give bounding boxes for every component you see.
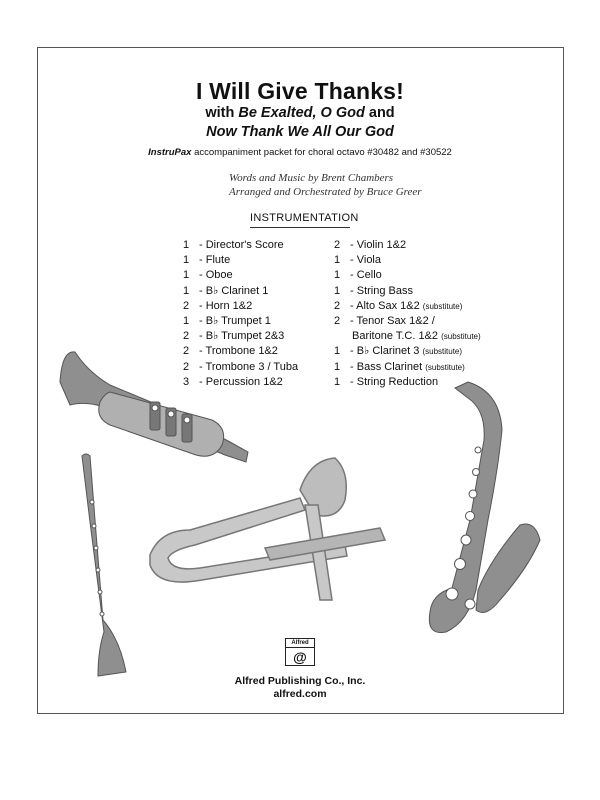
qty-separator: -: [350, 284, 357, 297]
instrument-name: Trombone 1&2: [205, 345, 278, 358]
instrument-qty: 1: [183, 315, 190, 328]
instrument-name: Bass Clarinet: [356, 360, 423, 373]
instrument-qty: 3: [183, 375, 190, 388]
credit-words-music: Words and Music by Brent Chambers: [229, 172, 394, 184]
instrument-name: String Bass: [356, 284, 413, 297]
qty-separator: -: [199, 360, 206, 373]
qty-separator: -: [199, 345, 206, 358]
instrument-note: (substitute): [422, 347, 463, 357]
instrumentation-heading: INSTRUMENTATION: [250, 212, 359, 224]
qty-separator: -: [350, 239, 357, 251]
qty-separator: -: [199, 269, 206, 282]
publisher-block: [0, 675, 600, 701]
instrument-qty: 2: [183, 360, 190, 373]
qty-separator: -: [350, 299, 357, 312]
qty-separator: -: [199, 330, 206, 343]
saxophone-icon: [429, 382, 540, 633]
qty-separator: -: [199, 315, 206, 328]
instrument-name: Flute: [205, 254, 231, 267]
subtitle-italic: Be Exalted, O God: [238, 105, 365, 121]
instrument-name: B♭ Trumpet 1: [205, 315, 271, 328]
instrument-qty: 2: [334, 299, 341, 312]
instrument-qty: 1: [334, 284, 341, 297]
qty-separator: -: [350, 375, 357, 388]
qty-separator: -: [350, 345, 357, 358]
logo-mark: @: [293, 649, 307, 665]
qty-separator: -: [350, 269, 357, 282]
instrument-name: Oboe: [205, 269, 233, 282]
instrument-qty: 1: [334, 375, 341, 388]
instrument-qty: 1: [334, 360, 341, 373]
instrument-qty: 2: [183, 330, 190, 343]
instrupax-brand: InstruPax: [148, 147, 192, 158]
instrument-name: Cello: [356, 269, 382, 282]
instrument-qty: 1: [183, 284, 190, 297]
subtitle-prefix: with: [205, 105, 239, 121]
instrument-qty: 1: [183, 269, 190, 282]
instrument-name: Alto Sax 1&2: [356, 299, 420, 312]
alfred-logo: [285, 638, 315, 666]
qty-separator: -: [350, 315, 357, 328]
instrument-name: Violin 1&2: [356, 239, 407, 251]
instrument-note: (substitute): [441, 332, 481, 342]
subtitle-suffix: and: [364, 105, 395, 121]
instrument-name: Viola: [356, 254, 381, 267]
instrupax-text: accompaniment packet for choral octavo #30482 and #30522: [191, 147, 452, 158]
qty-separator: -: [199, 239, 206, 251]
logo-label: Alfred: [286, 639, 314, 648]
clarinet-icon: [82, 454, 126, 676]
instrument-name: Tenor Sax 1&2 /: [356, 315, 435, 328]
instrument-qty: 2: [183, 345, 190, 358]
instrument-qty: 1: [183, 239, 190, 251]
instrument-name: String Reduction: [356, 375, 439, 388]
instrument-qty: 1: [334, 269, 341, 282]
instrument-name: Percussion 1&2: [205, 375, 283, 388]
qty-separator: -: [199, 375, 206, 388]
qty-separator: -: [199, 284, 206, 297]
trumpet-icon: [60, 352, 248, 462]
instrument-name: Horn 1&2: [205, 299, 253, 312]
instrument-qty: 1: [183, 254, 190, 267]
trombone-icon: [150, 458, 385, 600]
instrument-qty: 2: [183, 299, 190, 312]
instrument-name: Trombone 3 / Tuba: [205, 360, 299, 373]
qty-separator: -: [199, 299, 206, 312]
instrument-qty: 1: [334, 345, 341, 358]
qty-separator: -: [350, 254, 357, 267]
instrument-name: B♭ Clarinet 1: [205, 284, 269, 297]
instrument-name: B♭ Clarinet 3: [356, 345, 420, 358]
qty-separator: -: [350, 360, 357, 373]
credit-arranged: Arranged and Orchestrated by Bruce Greer: [229, 186, 422, 198]
instrument-qty: 2: [334, 239, 341, 251]
instrument-qty: 2: [334, 315, 341, 328]
subtitle-line-2: Now Thank We All Our God: [206, 124, 394, 140]
publisher-url: alfred.com: [273, 688, 327, 700]
instrument-qty: 1: [334, 254, 341, 267]
instrument-name: B♭ Trumpet 2&3: [205, 330, 285, 343]
publisher-name: Alfred Publishing Co., Inc.: [234, 675, 366, 687]
qty-separator: -: [199, 254, 206, 267]
page-title: I Will Give Thanks!: [195, 78, 405, 104]
instrument-name: Director's Score: [205, 239, 284, 251]
instrument-note: (substitute): [422, 301, 463, 311]
instrument-note: (substitute): [425, 362, 465, 372]
instrument-name: Baritone T.C. 1&2: [352, 330, 439, 343]
